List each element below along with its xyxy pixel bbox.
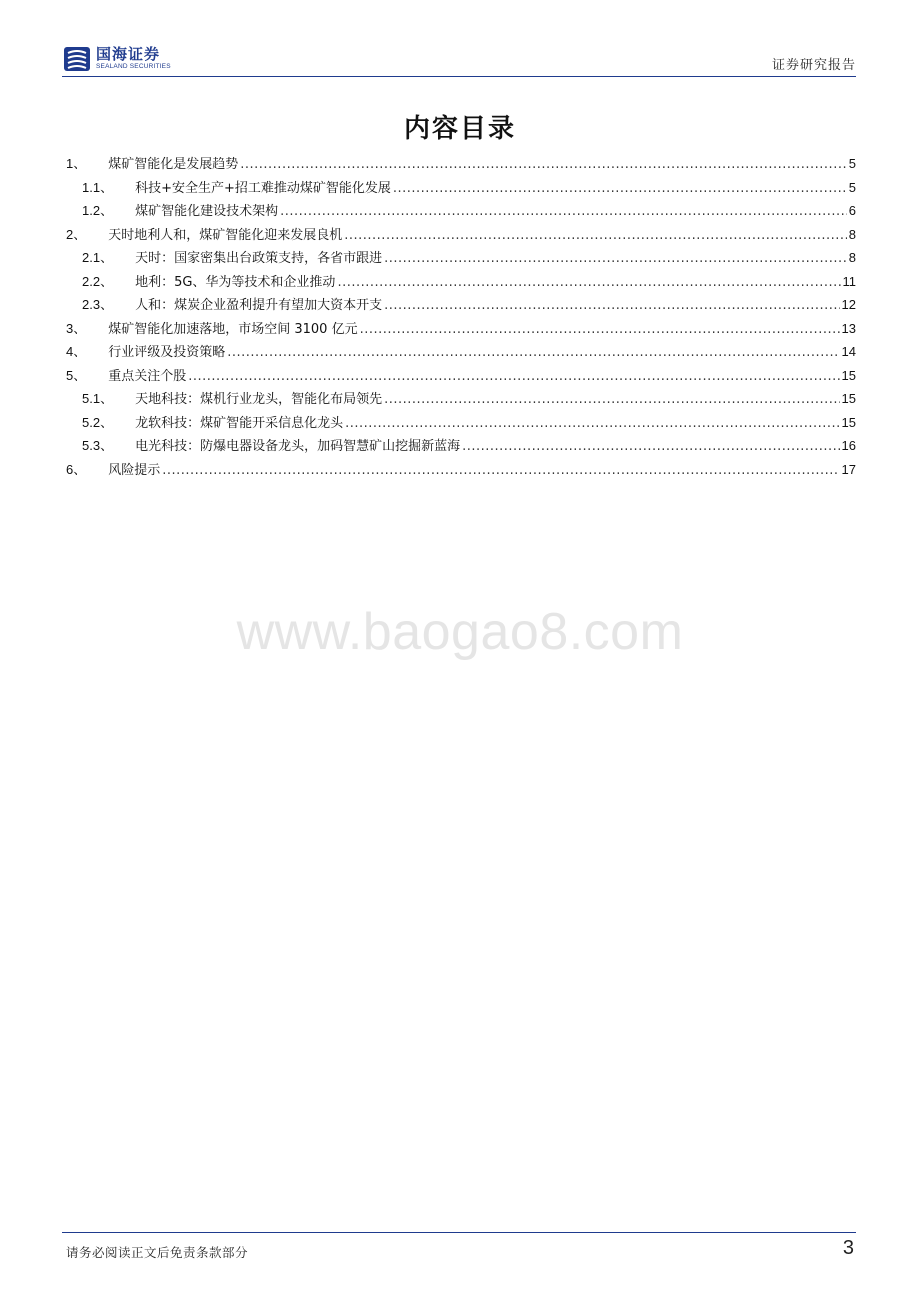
toc-dot-leader (345, 412, 839, 436)
toc-entry-number: 5、 (66, 367, 87, 383)
toc-entry[interactable] (66, 387, 856, 411)
toc-entry-title[interactable]: 重点关注个股 (108, 368, 187, 384)
toc-entry-title[interactable]: 煤矿智能化建设技术架构 (135, 204, 279, 219)
toc-entry[interactable] (66, 152, 856, 176)
toc-entry-number: 1.2、 (82, 203, 114, 218)
toc-entry-number: 4、 (66, 344, 87, 359)
toc-entry-page: 6 (848, 203, 856, 218)
toc-entry[interactable] (66, 340, 856, 364)
logo-chinese-name: 国海证券 (96, 45, 161, 64)
toc-entry-number: 2.1、 (82, 250, 114, 265)
toc-entry[interactable] (66, 199, 856, 223)
toc-entry[interactable] (66, 458, 856, 482)
toc-entry-title[interactable]: 煤矿智能化加速落地，市场空间 3100 亿元 (108, 321, 358, 337)
toc-entry[interactable] (66, 364, 856, 388)
toc-dot-leader (344, 224, 847, 248)
toc-dot-leader (393, 177, 847, 201)
toc-entry-page: 15 (841, 367, 856, 383)
toc-entry[interactable] (66, 223, 856, 247)
toc-dot-leader (280, 200, 847, 224)
toc-dot-leader (384, 388, 839, 412)
toc-entry-title[interactable]: 电光科技：防爆电器设备龙头，加码智慧矿山挖掘新蓝海 (135, 439, 461, 454)
toc-entry-number: 2.3、 (82, 297, 114, 312)
toc-entry-title[interactable]: 龙软科技：煤矿智能开采信息化龙头 (135, 415, 344, 431)
toc-entry-page: 8 (848, 226, 856, 242)
toc-entry[interactable] (66, 411, 856, 435)
toc-entry-title[interactable]: 人和：煤炭企业盈利提升有望加大资本开支 (135, 298, 383, 313)
toc-entry-page: 5 (848, 179, 856, 195)
toc-dot-leader (337, 271, 840, 295)
toc-dot-leader (188, 365, 839, 389)
toc-dot-leader (384, 247, 847, 271)
toc-entry-number: 5.1、 (82, 391, 114, 406)
toc-entry-page: 14 (841, 344, 856, 359)
toc-entry-number: 6、 (66, 461, 87, 477)
document-type-label: 证券研究报告 (771, 58, 856, 73)
toc-entry-title[interactable]: 煤矿智能化是发展趋势 (108, 157, 239, 172)
toc-dot-leader (360, 318, 840, 342)
toc-entry-title[interactable]: 科技+安全生产+招工难推动煤矿智能化发展 (135, 180, 391, 196)
toc-dot-leader (162, 459, 839, 483)
toc-entry[interactable] (66, 434, 856, 458)
toc-entry-page: 16 (841, 438, 856, 453)
logo-english-name: SEALAND SECURITIES (96, 63, 171, 71)
toc-entry-number: 5.2、 (82, 414, 114, 430)
toc-entry-page: 12 (841, 297, 856, 312)
toc-entry-page: 13 (841, 320, 856, 336)
toc-entry-title[interactable]: 行业评级及投资策略 (108, 345, 226, 360)
toc-entry-title[interactable]: 天时：国家密集出台政策支持，各省市跟进 (135, 251, 383, 266)
footer-divider (62, 1232, 856, 1233)
toc-entry[interactable] (66, 317, 856, 341)
toc-entry-page: 8 (848, 250, 856, 265)
footer-disclaimer: 请务必阅读正文后免责条款部分 (66, 1245, 249, 1260)
toc-entry-page: 5 (848, 156, 856, 171)
toc-entry-title[interactable]: 风险提示 (108, 462, 161, 478)
toc-entry-number: 2.2、 (82, 273, 114, 289)
toc-dot-leader (240, 153, 847, 177)
toc-entry-title[interactable]: 天时地利人和，煤矿智能化迎来发展良机 (108, 227, 343, 243)
toc-dot-leader (462, 435, 839, 459)
toc-entry-number: 2、 (66, 226, 87, 242)
toc-title: 内容目录 (403, 114, 516, 144)
toc-entry-number: 3、 (66, 320, 87, 336)
toc-entry[interactable] (66, 293, 856, 317)
company-logo (62, 44, 171, 74)
toc-entry-title[interactable]: 地利：5G、华为等技术和企业推动 (135, 274, 336, 290)
toc-entry-page: 11 (842, 273, 856, 289)
toc-entry-page: 15 (841, 391, 856, 406)
toc-entry-number: 1.1、 (82, 179, 114, 195)
table-of-contents (66, 152, 856, 481)
sealand-logo-icon (62, 44, 92, 74)
toc-entry-title[interactable]: 天地科技：煤机行业龙头，智能化布局领先 (135, 392, 383, 407)
page-header (62, 40, 856, 76)
toc-entry[interactable] (66, 176, 856, 200)
toc-entry-page: 17 (841, 461, 856, 477)
page-number: 3 (842, 1237, 854, 1259)
toc-entry-number: 5.3、 (82, 438, 114, 453)
toc-entry[interactable] (66, 246, 856, 270)
toc-entry-page: 15 (841, 414, 856, 430)
toc-entry-number: 1、 (66, 156, 87, 171)
toc-entry[interactable] (66, 270, 856, 294)
toc-dot-leader (227, 341, 839, 365)
toc-dot-leader (384, 294, 839, 318)
header-divider (62, 76, 856, 77)
watermark: www.baogao8.com (236, 603, 684, 661)
